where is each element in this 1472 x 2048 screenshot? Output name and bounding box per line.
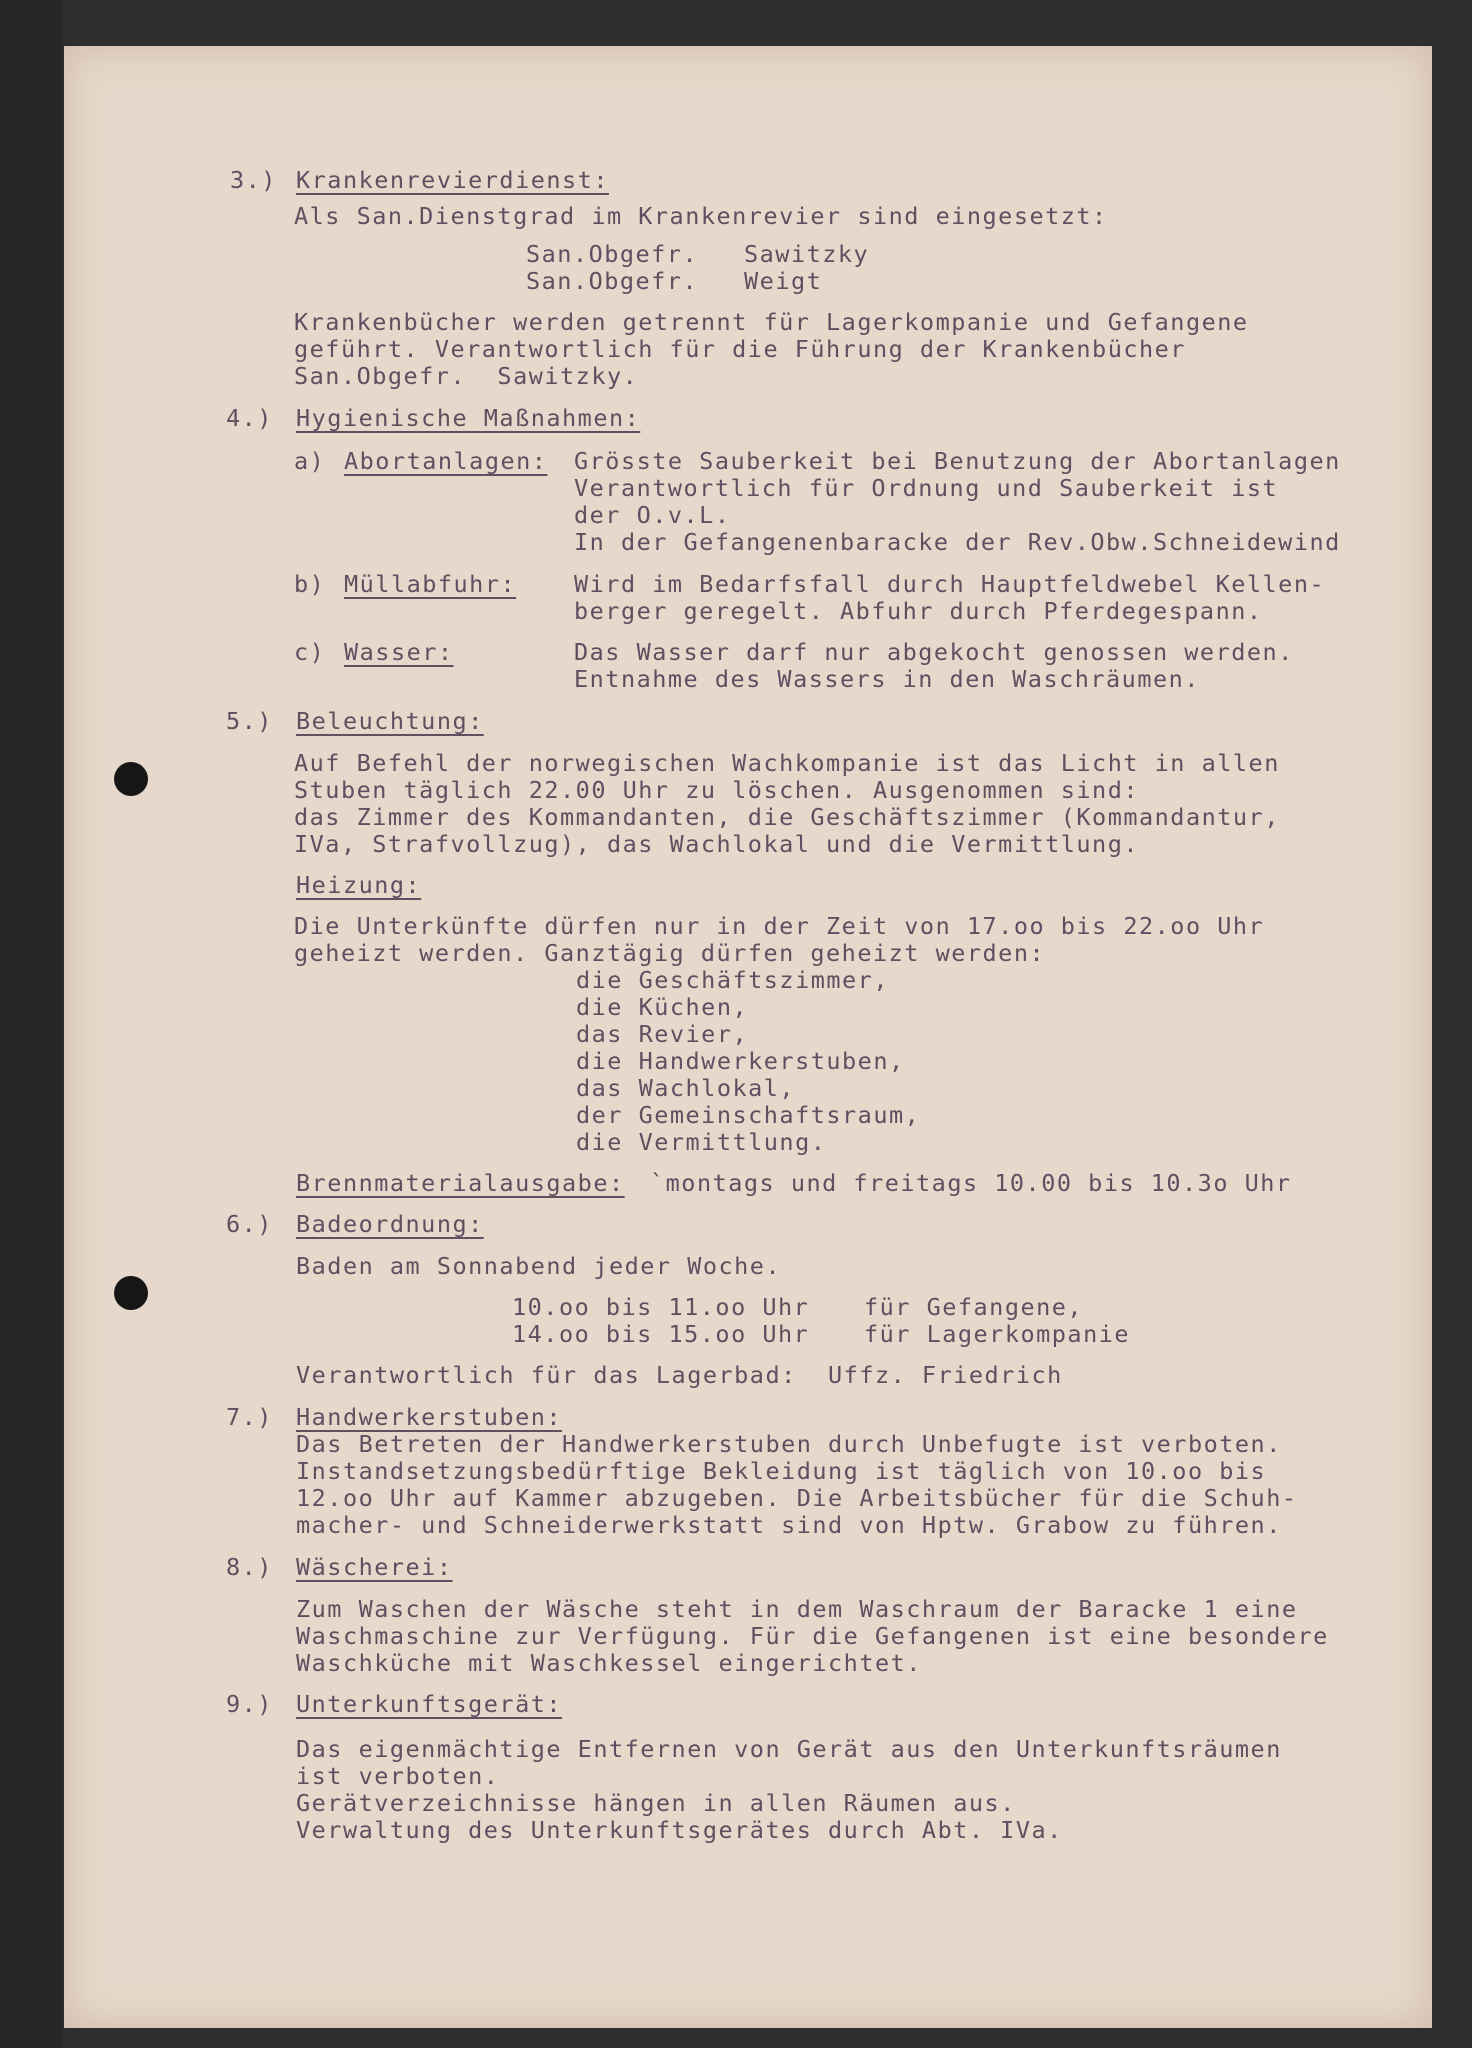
- paragraph-line: geheizt werden. Ganztägig dürfen geheizt werden:: [294, 939, 1046, 967]
- paragraph-line: Stuben täglich 22.00 Uhr zu löschen. Ausgenommen sind:: [294, 776, 1140, 804]
- brennmaterial-text: `montags und freitags 10.00 bis 10.3o Uhr: [650, 1169, 1292, 1197]
- bath-time: 10.oo bis 11.oo Uhr: [512, 1293, 810, 1321]
- paragraph-line: Die Unterkünfte dürfen nur in der Zeit von 17.oo bis 22.oo Uhr: [294, 912, 1265, 940]
- staff-name: Weigt: [744, 267, 823, 295]
- staff-name: Sawitzky: [744, 240, 870, 268]
- list-item: die Vermittlung.: [576, 1128, 827, 1156]
- subitem-c-label: Wasser:: [344, 638, 454, 666]
- paragraph-line: Waschmaschine zur Verfügung. Für die Gefangenen ist eine besondere: [296, 1622, 1329, 1650]
- section-3-number: 3.): [230, 166, 277, 194]
- typed-text-body: [64, 46, 1432, 2028]
- paragraph-line: Das eigenmächtige Entfernen von Gerät aus den Unterkunftsräumen: [296, 1735, 1282, 1763]
- section-9-heading: Unterkunftsgerät:: [296, 1690, 563, 1718]
- paragraph-line: Zum Waschen der Wäsche steht in dem Waschraum der Baracke 1 eine: [296, 1595, 1298, 1623]
- section-5-number: 5.): [226, 707, 273, 735]
- paragraph-line: Waschküche mit Waschkessel eingerichtet.: [296, 1649, 922, 1677]
- paragraph-line: der O.v.L.: [574, 501, 731, 529]
- heizung-heading: Heizung:: [296, 871, 422, 899]
- staff-rank: San.Obgefr.: [526, 240, 699, 268]
- subitem-a-letter: a): [294, 447, 326, 475]
- list-item: das Wachlokal,: [576, 1074, 796, 1102]
- paragraph-line: macher- und Schneiderwerkstatt sind von Hptw. Grabow zu führen.: [296, 1511, 1282, 1539]
- list-item: die Geschäftszimmer,: [576, 966, 889, 994]
- section-8-heading: Wäscherei:: [296, 1553, 453, 1581]
- paragraph-line: Das Wasser darf nur abgekocht genossen werden.: [574, 638, 1294, 666]
- document-page: [64, 46, 1432, 2028]
- paragraph-line: Entnahme des Wassers in den Waschräumen.: [574, 665, 1200, 693]
- subitem-c-letter: c): [294, 638, 326, 666]
- section-4-heading: Hygienische Maßnahmen:: [296, 404, 641, 432]
- section-6-intro: Baden am Sonnabend jeder Woche.: [296, 1252, 782, 1280]
- section-3-heading: Krankenrevierdienst:: [296, 166, 609, 194]
- paragraph-line: Auf Befehl der norwegischen Wachkompanie ist das Licht in allen: [294, 749, 1280, 777]
- scan-background-edge: [0, 0, 62, 2048]
- paragraph-line: berger geregelt. Abfuhr durch Pferdegespann.: [574, 597, 1263, 625]
- paragraph-line: In der Gefangenenbaracke der Rev.Obw.Schneidewind: [574, 528, 1341, 556]
- paragraph-line: Verwaltung des Unterkunftsgerätes durch Abt. IVa.: [296, 1816, 1063, 1844]
- paragraph-line: das Zimmer des Kommandanten, die Geschäftszimmer (Kommandantur,: [294, 803, 1280, 831]
- section-7-heading: Handwerkerstuben:: [296, 1403, 563, 1431]
- bath-group: für Lagerkompanie: [864, 1320, 1131, 1348]
- section-3-intro: Als San.Dienstgrad im Krankenrevier sind eingesetzt:: [294, 202, 1108, 230]
- paragraph-line: Instandsetzungsbedürftige Bekleidung ist täglich von 10.oo bis: [296, 1457, 1267, 1485]
- paragraph-line: geführt. Verantwortlich für die Führung der Krankenbücher: [294, 335, 1186, 363]
- section-5-heading: Beleuchtung:: [296, 707, 484, 735]
- paragraph-line: Das Betreten der Handwerkerstuben durch Unbefugte ist verboten.: [296, 1430, 1282, 1458]
- paragraph-line: Verantwortlich für Ordnung und Sauberkeit ist: [574, 474, 1279, 502]
- section-6-heading: Badeordnung:: [296, 1210, 484, 1238]
- section-4-number: 4.): [226, 404, 273, 432]
- section-8-number: 8.): [226, 1553, 273, 1581]
- section-9-number: 9.): [226, 1690, 273, 1718]
- paragraph-line: 12.oo Uhr auf Kammer abzugeben. Die Arbeitsbücher für die Schuh-: [296, 1484, 1298, 1512]
- list-item: das Revier,: [576, 1020, 749, 1048]
- section-7-number: 7.): [226, 1403, 273, 1431]
- paragraph-line: Krankenbücher werden getrennt für Lagerkompanie und Gefangene: [294, 308, 1249, 336]
- paragraph-line: IVa, Strafvollzug), das Wachlokal und die Vermittlung.: [294, 830, 1140, 858]
- paragraph-line: Grösste Sauberkeit bei Benutzung der Abortanlagen: [574, 447, 1341, 475]
- bath-group: für Gefangene,: [864, 1293, 1084, 1321]
- subitem-a-label: Abortanlagen:: [344, 447, 548, 475]
- paragraph-line: Gerätverzeichnisse hängen in allen Räumen aus.: [296, 1789, 1016, 1817]
- paragraph-line: Wird im Bedarfsfall durch Hauptfeldwebel Kellen-: [574, 570, 1326, 598]
- bath-time: 14.oo bis 15.oo Uhr: [512, 1320, 810, 1348]
- list-item: der Gemeinschaftsraum,: [576, 1101, 921, 1129]
- list-item: die Küchen,: [576, 993, 749, 1021]
- subitem-b-label: Müllabfuhr:: [344, 570, 517, 598]
- subitem-b-letter: b): [294, 570, 326, 598]
- brennmaterial-heading: Brennmaterialausgabe:: [296, 1169, 625, 1197]
- bath-responsible: Verantwortlich für das Lagerbad: Uffz. Friedrich: [296, 1361, 1063, 1389]
- paragraph-line: San.Obgefr. Sawitzky.: [294, 362, 639, 390]
- paragraph-line: ist verboten.: [296, 1762, 500, 1790]
- list-item: die Handwerkerstuben,: [576, 1047, 905, 1075]
- section-6-number: 6.): [226, 1210, 273, 1238]
- staff-rank: San.Obgefr.: [526, 267, 699, 295]
